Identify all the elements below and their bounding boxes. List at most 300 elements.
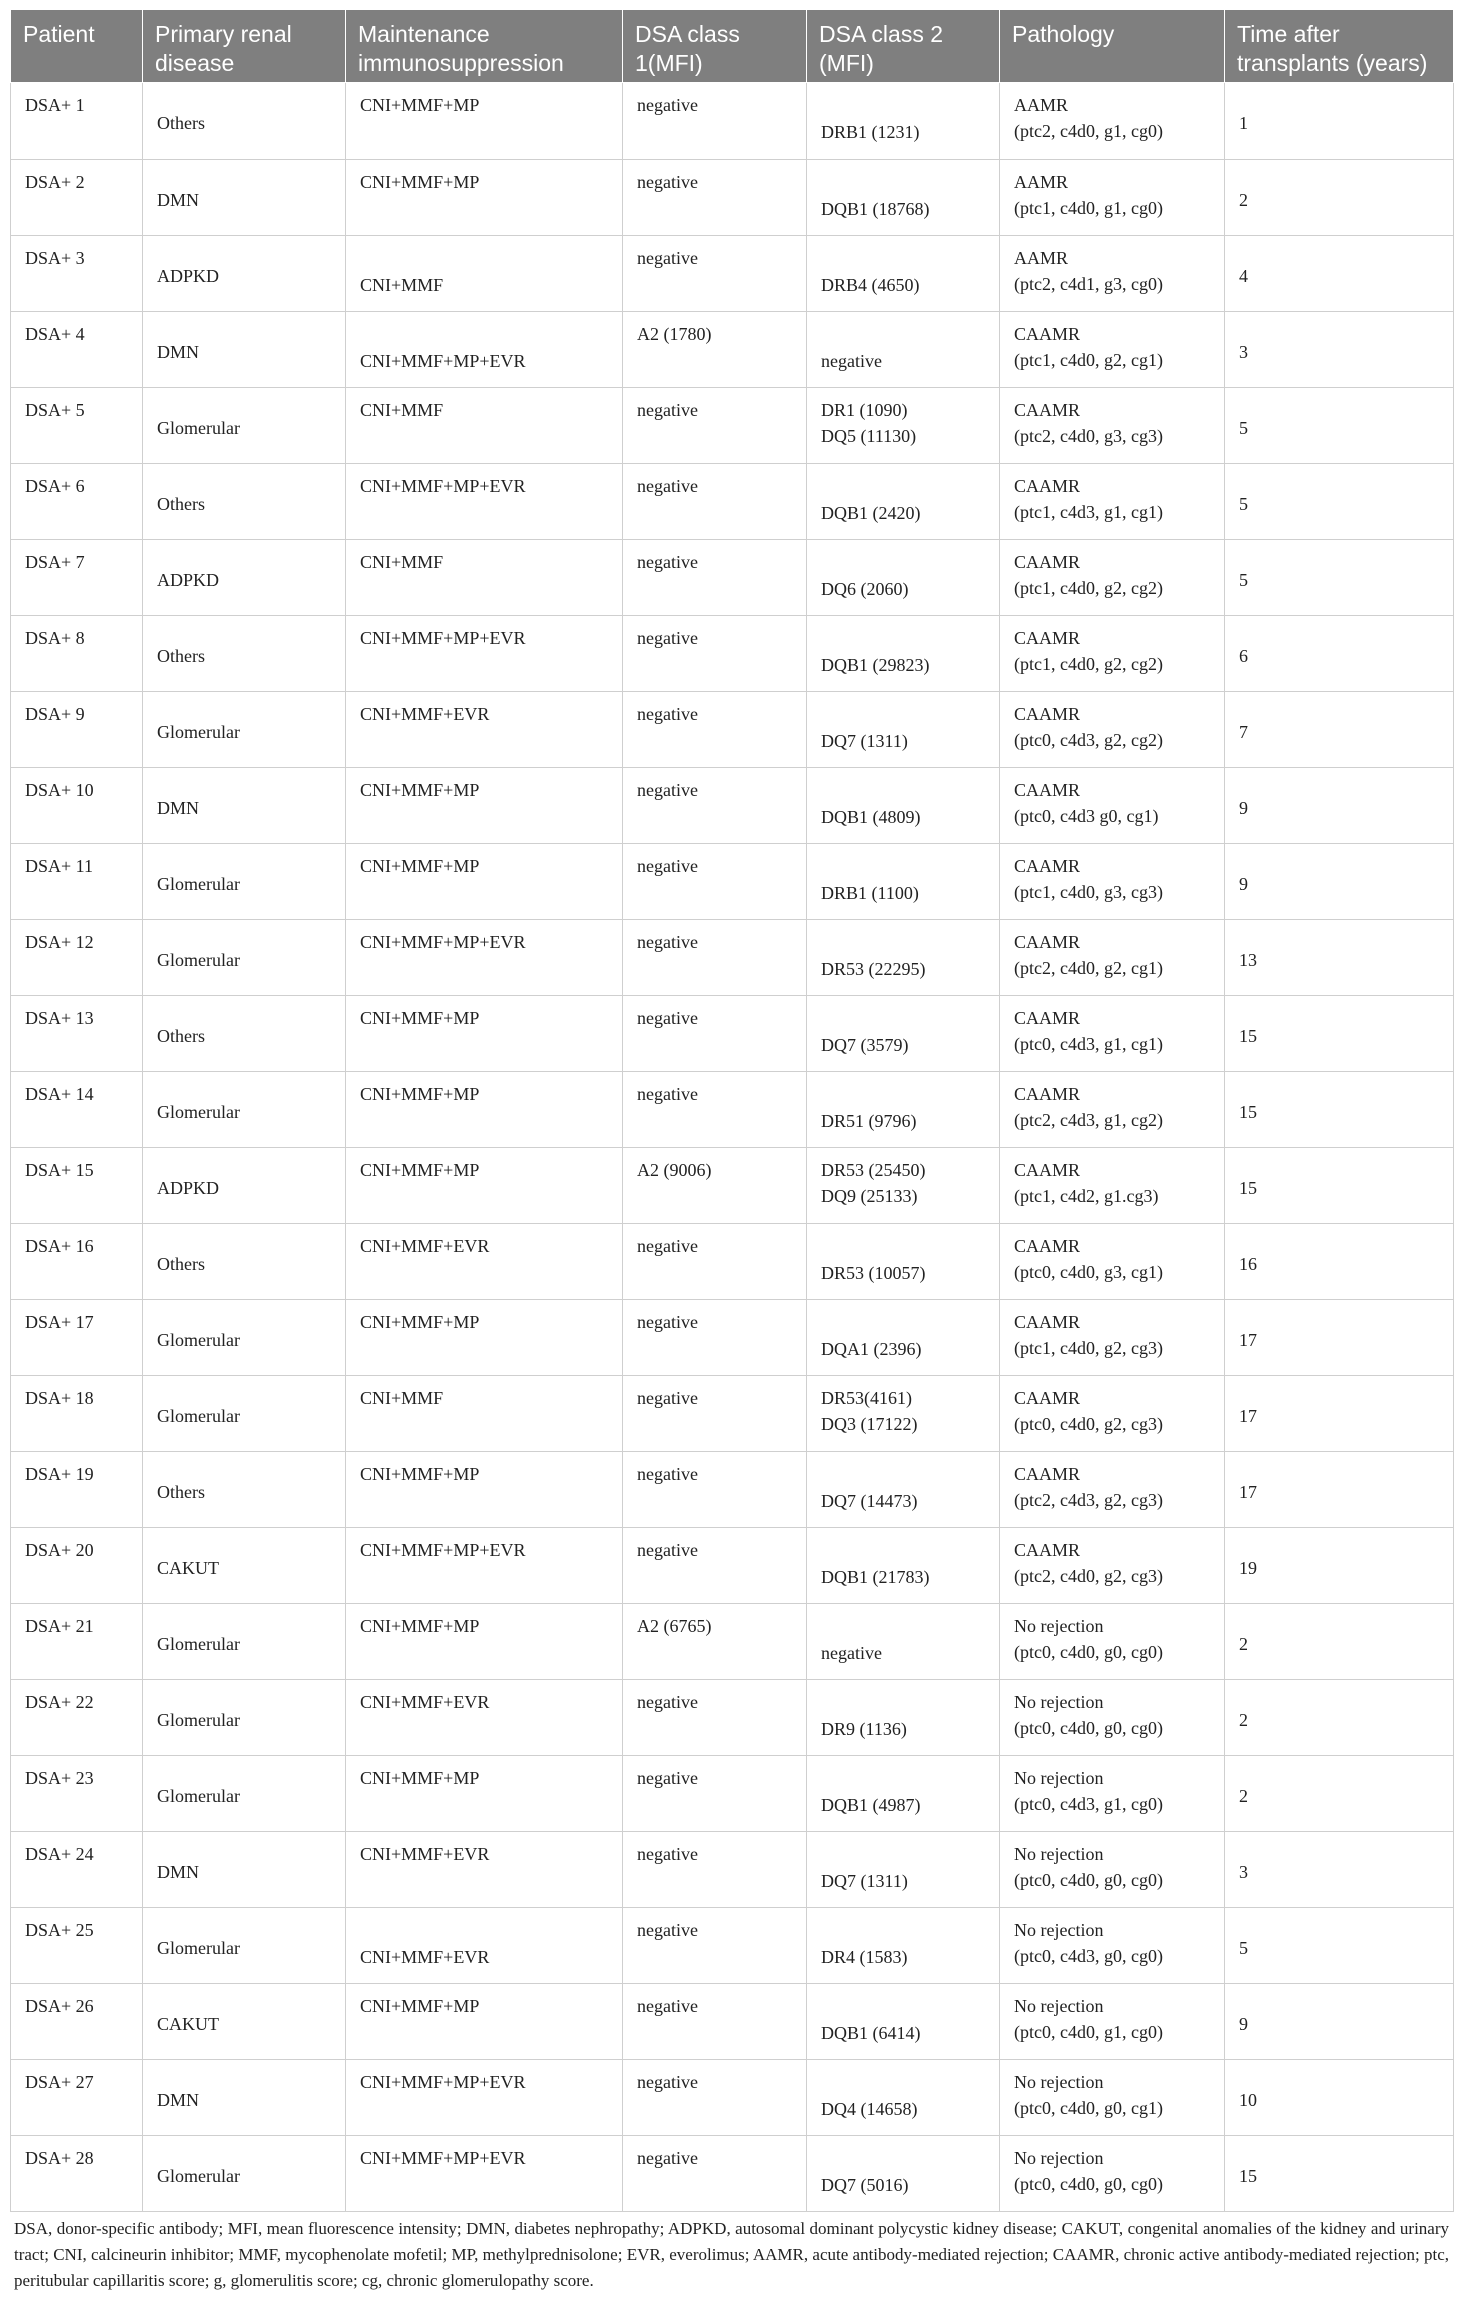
cell-time-after-transplant (1225, 160, 1454, 236)
dsa-class-1-value: negative (637, 95, 698, 115)
dsa-class-2-values (821, 272, 920, 298)
cell-dsa-class-1 (623, 464, 807, 540)
table-row (11, 996, 1454, 1072)
maintenance-immunosuppression: CNI+MMF+MP (360, 172, 480, 192)
pathology-diagnosis: AAMR (1014, 172, 1069, 192)
cell-patient (11, 540, 143, 616)
maintenance-immunosuppression: CNI+MMF+MP+EVR (360, 476, 526, 496)
patient-id: DSA+ 18 (25, 1388, 94, 1408)
dsa-class-2-value: DQA1 (2396) (821, 1339, 922, 1359)
pathology-scores: (ptc0, c4d3 g0, cg1) (1014, 806, 1159, 826)
dsa-class-1-value: negative (637, 1996, 698, 2016)
pathology-scores: (ptc0, c4d0, g2, cg3) (1014, 1414, 1163, 1434)
cell-patient (11, 1376, 143, 1452)
cell-maintenance-immunosuppression (346, 1300, 623, 1376)
maintenance-immunosuppression: CNI+MMF+MP (360, 1008, 480, 1028)
cell-pathology (1000, 1528, 1225, 1604)
primary-renal-disease: ADPKD (157, 570, 220, 590)
cell-maintenance-immunosuppression (346, 1680, 623, 1756)
cell-primary-renal-disease (143, 1528, 346, 1604)
pathology-diagnosis: No rejection (1014, 1692, 1104, 1712)
cell-maintenance-immunosuppression (346, 692, 623, 768)
pathology-diagnosis: No rejection (1014, 2072, 1104, 2092)
dsa-class-1-value: negative (637, 1920, 698, 1940)
table-row (11, 2136, 1454, 2212)
pathology-values (1014, 1157, 1158, 1209)
dsa-class-1-value: negative (637, 172, 698, 192)
time-after-transplant: 9 (1239, 2014, 1248, 2034)
pathology-scores: (ptc0, c4d3, g0, cg0) (1014, 1946, 1163, 1966)
table-container (10, 9, 1453, 2294)
maintenance-immunosuppression: CNI+MMF+MP (360, 1768, 480, 1788)
maintenance-immunosuppression: CNI+MMF+EVR (360, 704, 490, 724)
dsa-class-2-values (821, 1868, 908, 1894)
pathology-scores: (ptc0, c4d0, g3, cg1) (1014, 1262, 1163, 1282)
cell-time-after-transplant (1225, 768, 1454, 844)
pathology-values (1014, 1537, 1163, 1589)
table-row (11, 1908, 1454, 1984)
table-row (11, 768, 1454, 844)
primary-renal-disease: Glomerular (157, 1406, 240, 1426)
dsa-class-2-values (821, 1716, 907, 1742)
pathology-scores: (ptc0, c4d0, g0, cg0) (1014, 1642, 1163, 1662)
cell-primary-renal-disease (143, 1908, 346, 1984)
pathology-values (1014, 1917, 1163, 1969)
cell-dsa-class-1 (623, 2060, 807, 2136)
dsa-class-1-value: negative (637, 1008, 698, 1028)
header-dsa-class-2: DSA class 2 (MFI) (807, 10, 1000, 83)
time-after-transplant: 17 (1239, 1330, 1257, 1350)
pathology-values (1014, 92, 1163, 144)
cell-maintenance-immunosuppression (346, 2136, 623, 2212)
patient-id: DSA+ 26 (25, 1996, 94, 2016)
pathology-diagnosis: CAAMR (1014, 1388, 1081, 1408)
dsa-class-1-value: A2 (1780) (637, 324, 712, 344)
pathology-values (1014, 701, 1163, 753)
cell-pathology (1000, 1300, 1225, 1376)
pathology-diagnosis: CAAMR (1014, 1236, 1081, 1256)
patient-id: DSA+ 25 (25, 1920, 94, 1940)
pathology-scores: (ptc2, c4d0, g2, cg1) (1014, 958, 1163, 978)
cell-primary-renal-disease (143, 1148, 346, 1224)
pathology-scores: (ptc1, c4d3, g1, cg1) (1014, 502, 1163, 522)
cell-time-after-transplant (1225, 388, 1454, 464)
patient-id: DSA+ 6 (25, 476, 85, 496)
header-pathology: Pathology (1000, 10, 1225, 83)
cell-primary-renal-disease (143, 996, 346, 1072)
dsa-class-2-value: DQ4 (14658) (821, 2099, 918, 2119)
pathology-diagnosis: CAAMR (1014, 476, 1081, 496)
cell-patient (11, 2060, 143, 2136)
dsa-class-2-values (821, 1792, 921, 1818)
cell-dsa-class-1 (623, 1604, 807, 1680)
cell-patient (11, 1680, 143, 1756)
time-after-transplant: 9 (1239, 798, 1248, 818)
pathology-values (1014, 397, 1163, 449)
cell-patient (11, 312, 143, 388)
cell-maintenance-immunosuppression (346, 1832, 623, 1908)
patient-id: DSA+ 28 (25, 2148, 94, 2168)
maintenance-immunosuppression: CNI+MMF+EVR (360, 1692, 490, 1712)
dsa-class-1-value: A2 (6765) (637, 1616, 712, 1636)
cell-primary-renal-disease (143, 692, 346, 768)
pathology-scores: (ptc0, c4d3, g1, cg1) (1014, 1034, 1163, 1054)
primary-renal-disease: Glomerular (157, 418, 240, 438)
primary-renal-disease: Glomerular (157, 950, 240, 970)
cell-primary-renal-disease (143, 2060, 346, 2136)
table-header-row (11, 10, 1454, 83)
dsa-class-2-values (821, 1336, 922, 1362)
cell-pathology (1000, 1908, 1225, 1984)
time-after-transplant: 5 (1239, 1938, 1248, 1958)
dsa-class-1-value: negative (637, 1084, 698, 1104)
time-after-transplant: 4 (1239, 266, 1248, 286)
pathology-diagnosis: CAAMR (1014, 780, 1081, 800)
primary-renal-disease: Glomerular (157, 722, 240, 742)
dsa-class-2-value: DR53 (22295) (821, 959, 926, 979)
cell-dsa-class-2 (807, 1148, 1000, 1224)
cell-maintenance-immunosuppression (346, 1148, 623, 1224)
pathology-values (1014, 1233, 1163, 1285)
patient-id: DSA+ 27 (25, 2072, 94, 2092)
maintenance-immunosuppression: CNI+MMF (360, 400, 444, 420)
cell-dsa-class-2 (807, 2136, 1000, 2212)
dsa-class-2-values (821, 2020, 921, 2046)
cell-dsa-class-1 (623, 83, 807, 160)
cell-primary-renal-disease (143, 920, 346, 996)
cell-pathology (1000, 920, 1225, 996)
table-row (11, 1984, 1454, 2060)
patient-id: DSA+ 17 (25, 1312, 94, 1332)
dsa-class-2-values (821, 956, 926, 982)
pathology-values (1014, 777, 1158, 829)
maintenance-immunosuppression: CNI+MMF+MP+EVR (360, 2148, 526, 2168)
pathology-diagnosis: No rejection (1014, 1996, 1104, 2016)
dsa-class-2-values (821, 397, 916, 449)
dsa-class-1-value: negative (637, 248, 698, 268)
pathology-diagnosis: CAAMR (1014, 1312, 1081, 1332)
cell-dsa-class-1 (623, 616, 807, 692)
cell-time-after-transplant (1225, 1604, 1454, 1680)
cell-dsa-class-1 (623, 388, 807, 464)
cell-patient (11, 1072, 143, 1148)
cell-patient (11, 1528, 143, 1604)
cell-pathology (1000, 1604, 1225, 1680)
primary-renal-disease: DMN (157, 342, 200, 362)
patient-id: DSA+ 15 (25, 1160, 94, 1180)
dsa-class-2-value: DQB1 (29823) (821, 655, 930, 675)
time-after-transplant: 19 (1239, 1558, 1257, 1578)
dsa-class-1-value: negative (637, 2148, 698, 2168)
dsa-class-2-values (821, 1944, 908, 1970)
cell-pathology (1000, 1072, 1225, 1148)
pathology-values (1014, 929, 1163, 981)
table-row (11, 312, 1454, 388)
maintenance-immunosuppression: CNI+MMF+EVR (360, 1236, 490, 1256)
cell-pathology (1000, 1680, 1225, 1756)
patient-id: DSA+ 9 (25, 704, 85, 724)
cell-primary-renal-disease (143, 2136, 346, 2212)
pathology-diagnosis: CAAMR (1014, 324, 1081, 344)
time-after-transplant: 6 (1239, 646, 1248, 666)
pathology-values (1014, 1309, 1163, 1361)
cell-pathology (1000, 1984, 1225, 2060)
pathology-scores: (ptc1, c4d0, g2, cg2) (1014, 578, 1163, 598)
primary-renal-disease: Others (157, 1026, 205, 1046)
maintenance-immunosuppression: CNI+MMF+MP (360, 1996, 480, 2016)
pathology-values (1014, 245, 1163, 297)
cell-pathology (1000, 83, 1225, 160)
cell-patient (11, 996, 143, 1072)
dsa-class-1-value: negative (637, 552, 698, 572)
cell-maintenance-immunosuppression (346, 1224, 623, 1300)
primary-renal-disease: ADPKD (157, 1178, 220, 1198)
cell-dsa-class-1 (623, 2136, 807, 2212)
pathology-scores: (ptc2, c4d3, g2, cg3) (1014, 1490, 1163, 1510)
primary-renal-disease: Others (157, 494, 205, 514)
cell-maintenance-immunosuppression (346, 1984, 623, 2060)
dsa-class-2-value: DQ7 (1311) (821, 731, 908, 751)
dsa-class-2-value: DR1 (1090) (821, 400, 908, 420)
dsa-class-2-values (821, 1108, 917, 1134)
cell-maintenance-immunosuppression (346, 1756, 623, 1832)
cell-time-after-transplant (1225, 312, 1454, 388)
table-row (11, 1148, 1454, 1224)
pathology-values (1014, 169, 1163, 221)
cell-dsa-class-1 (623, 1376, 807, 1452)
table-row (11, 464, 1454, 540)
cell-maintenance-immunosuppression (346, 844, 623, 920)
cell-time-after-transplant (1225, 616, 1454, 692)
table-footnote: DSA, donor-specific antibody; MFI, mean fluorescence intensity; DMN, diabetes nephropathy; ADPKD, autosomal dominant polycystic kidney disease; CAKUT, congenital anomalies of the kidney and urinary tract; CNI, calcineurin inhibitor; MMF, mycophenolate mofetil; MP, methylprednisolone; EVR, everolimus; AAMR, acute antibody-mediated rejection; CAAMR, chronic active antibody-mediated rejection; ptc, peritubular capillaritis score; g, glomerulitis score; cg, chronic glomerulopathy score. (14, 2219, 1449, 2290)
cell-patient (11, 1832, 143, 1908)
cell-dsa-class-2 (807, 1300, 1000, 1376)
primary-renal-disease: DMN (157, 190, 200, 210)
dsa-class-2-values (821, 880, 919, 906)
pathology-diagnosis: CAAMR (1014, 1540, 1081, 1560)
table-row (11, 1376, 1454, 1452)
cell-patient (11, 768, 143, 844)
dsa-class-1-value: negative (637, 1236, 698, 1256)
cell-pathology (1000, 1376, 1225, 1452)
primary-renal-disease: Glomerular (157, 1710, 240, 1730)
patient-id: DSA+ 20 (25, 1540, 94, 1560)
maintenance-immunosuppression: CNI+MMF+MP (360, 95, 480, 115)
pathology-scores: (ptc0, c4d0, g0, cg0) (1014, 1870, 1163, 1890)
patient-id: DSA+ 21 (25, 1616, 94, 1636)
cell-pathology (1000, 160, 1225, 236)
pathology-values (1014, 321, 1163, 373)
pathology-scores: (ptc2, c4d1, g3, cg0) (1014, 274, 1163, 294)
cell-time-after-transplant (1225, 844, 1454, 920)
table-row (11, 388, 1454, 464)
dsa-class-2-value: DQB1 (6414) (821, 2023, 921, 2043)
dsa-class-2-values (821, 1157, 926, 1209)
cell-time-after-transplant (1225, 2060, 1454, 2136)
maintenance-immunosuppression: CNI+MMF+MP+EVR (360, 1540, 526, 1560)
dsa-class-2-values (821, 1564, 930, 1590)
cell-dsa-class-1 (623, 1984, 807, 2060)
dsa-class-2-value: DRB1 (1100) (821, 883, 919, 903)
cell-dsa-class-2 (807, 1756, 1000, 1832)
primary-renal-disease: Others (157, 1482, 205, 1502)
patient-id: DSA+ 12 (25, 932, 94, 952)
cell-maintenance-immunosuppression (346, 388, 623, 464)
time-after-transplant: 17 (1239, 1482, 1257, 1502)
patient-id: DSA+ 16 (25, 1236, 94, 1256)
pathology-values (1014, 853, 1163, 905)
cell-pathology (1000, 2136, 1225, 2212)
pathology-scores: (ptc0, c4d3, g2, cg2) (1014, 730, 1163, 750)
patient-id: DSA+ 22 (25, 1692, 94, 1712)
table-row (11, 1832, 1454, 1908)
maintenance-immunosuppression: CNI+MMF+MP (360, 780, 480, 800)
patient-id: DSA+ 24 (25, 1844, 94, 1864)
cell-dsa-class-1 (623, 1680, 807, 1756)
pathology-scores: (ptc0, c4d0, g0, cg0) (1014, 1718, 1163, 1738)
cell-pathology (1000, 2060, 1225, 2136)
pathology-diagnosis: CAAMR (1014, 400, 1081, 420)
cell-primary-renal-disease (143, 540, 346, 616)
cell-patient (11, 844, 143, 920)
patient-id: DSA+ 14 (25, 1084, 94, 1104)
pathology-values (1014, 1765, 1163, 1817)
dsa-class-1-value: negative (637, 1312, 698, 1332)
pathology-values (1014, 549, 1163, 601)
primary-renal-disease: Others (157, 113, 205, 133)
cell-dsa-class-2 (807, 160, 1000, 236)
time-after-transplant: 15 (1239, 1102, 1257, 1122)
dsa-class-2-values (821, 2096, 918, 2122)
cell-patient (11, 388, 143, 464)
dsa-class-2-value: DR9 (1136) (821, 1719, 907, 1739)
cell-maintenance-immunosuppression (346, 1452, 623, 1528)
pathology-scores: (ptc0, c4d0, g0, cg0) (1014, 2174, 1163, 2194)
table-row (11, 236, 1454, 312)
cell-dsa-class-2 (807, 1984, 1000, 2060)
primary-renal-disease: DMN (157, 798, 200, 818)
cell-maintenance-immunosuppression (346, 83, 623, 160)
pathology-diagnosis: CAAMR (1014, 932, 1081, 952)
cell-maintenance-immunosuppression (346, 312, 623, 388)
cell-time-after-transplant (1225, 1300, 1454, 1376)
dsa-class-2-values (821, 196, 930, 222)
primary-renal-disease: CAKUT (157, 2014, 219, 2034)
primary-renal-disease: Others (157, 646, 205, 666)
cell-primary-renal-disease (143, 1756, 346, 1832)
dsa-class-2-values (821, 1385, 918, 1437)
dsa-class-2-values (821, 576, 909, 602)
time-after-transplant: 15 (1239, 2166, 1257, 2186)
patient-id: DSA+ 4 (25, 324, 85, 344)
cell-maintenance-immunosuppression (346, 768, 623, 844)
patient-id: DSA+ 3 (25, 248, 85, 268)
pathology-scores: (ptc0, c4d3, g1, cg0) (1014, 1794, 1163, 1814)
time-after-transplant: 5 (1239, 494, 1248, 514)
pathology-values (1014, 625, 1163, 677)
dsa-class-2-value: DQ7 (1311) (821, 1871, 908, 1891)
time-after-transplant: 13 (1239, 950, 1257, 970)
cell-pathology (1000, 1756, 1225, 1832)
cell-primary-renal-disease (143, 1300, 346, 1376)
table-row (11, 160, 1454, 236)
dsa-class-2-value: DQB1 (21783) (821, 1567, 930, 1587)
maintenance-immunosuppression: CNI+MMF+MP (360, 856, 480, 876)
pathology-values (1014, 1385, 1163, 1437)
maintenance-immunosuppression: CNI+MMF+MP (360, 1616, 480, 1636)
cell-primary-renal-disease (143, 616, 346, 692)
cell-primary-renal-disease (143, 768, 346, 844)
dsa-class-2-value: DQB1 (4809) (821, 807, 921, 827)
cell-time-after-transplant (1225, 1452, 1454, 1528)
cell-dsa-class-1 (623, 1908, 807, 1984)
maintenance-immunosuppression: CNI+MMF+EVR (360, 1844, 490, 1864)
dsa-class-2-value: DRB1 (1231) (821, 122, 920, 142)
cell-primary-renal-disease (143, 1604, 346, 1680)
maintenance-immunosuppression: CNI+MMF+EVR (360, 1947, 490, 1967)
cell-maintenance-immunosuppression (346, 160, 623, 236)
cell-dsa-class-2 (807, 1072, 1000, 1148)
pathology-diagnosis: CAAMR (1014, 1008, 1081, 1028)
table-row (11, 844, 1454, 920)
table-row (11, 1072, 1454, 1148)
cell-pathology (1000, 1224, 1225, 1300)
maintenance-immunosuppression: CNI+MMF+MP (360, 1464, 480, 1484)
dsa-class-2-values (821, 119, 920, 145)
pathology-scores: (ptc2, c4d0, g3, cg3) (1014, 426, 1163, 446)
cell-primary-renal-disease (143, 1224, 346, 1300)
cell-patient (11, 616, 143, 692)
pathology-diagnosis: AAMR (1014, 248, 1069, 268)
dsa-class-2-value: DQ6 (2060) (821, 579, 909, 599)
table-row (11, 1224, 1454, 1300)
pathology-values (1014, 2069, 1163, 2121)
cell-dsa-class-1 (623, 540, 807, 616)
dsa-class-2-value: DQ7 (14473) (821, 1491, 918, 1511)
cell-maintenance-immunosuppression (346, 1528, 623, 1604)
cell-time-after-transplant (1225, 1528, 1454, 1604)
pathology-diagnosis: No rejection (1014, 2148, 1104, 2168)
cell-dsa-class-1 (623, 1148, 807, 1224)
table-row (11, 540, 1454, 616)
dsa-class-2-value: DR51 (9796) (821, 1111, 917, 1131)
cell-pathology (1000, 692, 1225, 768)
cell-maintenance-immunosuppression (346, 1908, 623, 1984)
pathology-scores: (ptc2, c4d0, g1, cg0) (1014, 121, 1163, 141)
cell-primary-renal-disease (143, 236, 346, 312)
primary-renal-disease: DMN (157, 2090, 200, 2110)
cell-dsa-class-2 (807, 616, 1000, 692)
maintenance-immunosuppression: CNI+MMF+MP+EVR (360, 351, 526, 371)
cell-dsa-class-1 (623, 692, 807, 768)
cell-time-after-transplant (1225, 692, 1454, 768)
header-dsa-class-1: DSA class 1(MFI) (623, 10, 807, 83)
cell-dsa-class-2 (807, 844, 1000, 920)
cell-dsa-class-1 (623, 1224, 807, 1300)
cell-maintenance-immunosuppression (346, 236, 623, 312)
table-row (11, 616, 1454, 692)
pathology-scores: (ptc1, c4d0, g2, cg1) (1014, 350, 1163, 370)
cell-dsa-class-2 (807, 1528, 1000, 1604)
cell-dsa-class-1 (623, 1300, 807, 1376)
dsa-class-2-values (821, 348, 882, 374)
cell-dsa-class-2 (807, 1452, 1000, 1528)
cell-patient (11, 1300, 143, 1376)
cell-pathology (1000, 1148, 1225, 1224)
cell-dsa-class-2 (807, 1680, 1000, 1756)
dsa-class-2-value: DQ5 (11130) (821, 426, 917, 446)
cell-dsa-class-1 (623, 1528, 807, 1604)
